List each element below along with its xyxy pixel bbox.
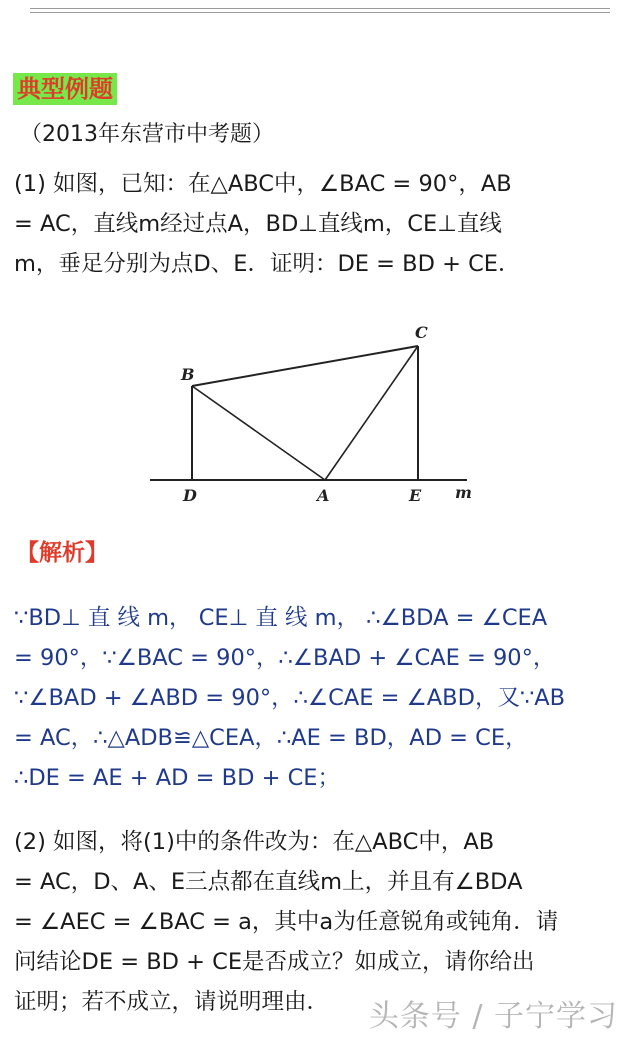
analysis-tag: 【解析】: [16, 540, 108, 566]
label-D: D: [183, 486, 197, 505]
problem-1-text: [14, 164, 626, 284]
segment-BC: [192, 346, 418, 386]
label-B: B: [181, 365, 195, 384]
segment-BA: [192, 386, 325, 480]
problem-2-line: = AC，D、A、E三点都在直线m上，并且有∠BDA: [14, 869, 523, 895]
solution-line: ∵BD⊥ 直 线 m， CE⊥ 直 线 m， ∴∠BDA = ∠CEA: [14, 605, 548, 631]
label-m: m: [455, 483, 472, 502]
segment-CA: [325, 346, 418, 480]
problem-2-line: = ∠AEC = ∠BAC = a，其中a为任意锐角或钝角．请: [14, 909, 559, 935]
top-rule: [30, 8, 610, 9]
source-line: （2013年东营市中考题）: [20, 122, 274, 147]
problem-2-line: (2) 如图，将(1)中的条件改为：在△ABC中，AB: [14, 829, 495, 855]
top-rule: [30, 12, 610, 13]
label-A: A: [317, 486, 330, 505]
solution-line: ∴DE = AE + AD = BD + CE；: [14, 765, 340, 791]
watermark: 头条号 / 子宁学习: [368, 999, 618, 1034]
geometry-figure: [145, 318, 475, 508]
problem-2-text: [14, 822, 626, 1022]
label-E: E: [409, 486, 422, 505]
problem-1-line: (1) 如图，已知：在△ABC中，∠BAC = 90°，AB: [14, 171, 512, 197]
label-C: C: [415, 323, 428, 342]
solution-line: = 90°，∵∠BAC = 90°，∴∠BAD + ∠CAE = 90°，: [14, 645, 556, 671]
solution-line: = AC，∴△ADB≌△CEA，∴AE = BD，AD = CE，: [14, 725, 528, 751]
solution-line: ∵∠BAD + ∠ABD = 90°，∴∠CAE = ∠ABD，又∵AB: [14, 685, 566, 711]
solution-text: [14, 598, 626, 798]
problem-2-line: 证明；若不成立，请说明理由．: [14, 989, 330, 1015]
problem-2-line: 问结论DE = BD + CE是否成立？如成立，请你给出: [14, 949, 535, 975]
section-tag: 典型例题: [13, 73, 117, 105]
problem-1-line: m，垂足分别为点D、E．证明：DE = BD + CE．: [14, 251, 521, 277]
problem-1-line: = AC，直线m经过点A，BD⊥直线m，CE⊥直线: [14, 211, 502, 237]
